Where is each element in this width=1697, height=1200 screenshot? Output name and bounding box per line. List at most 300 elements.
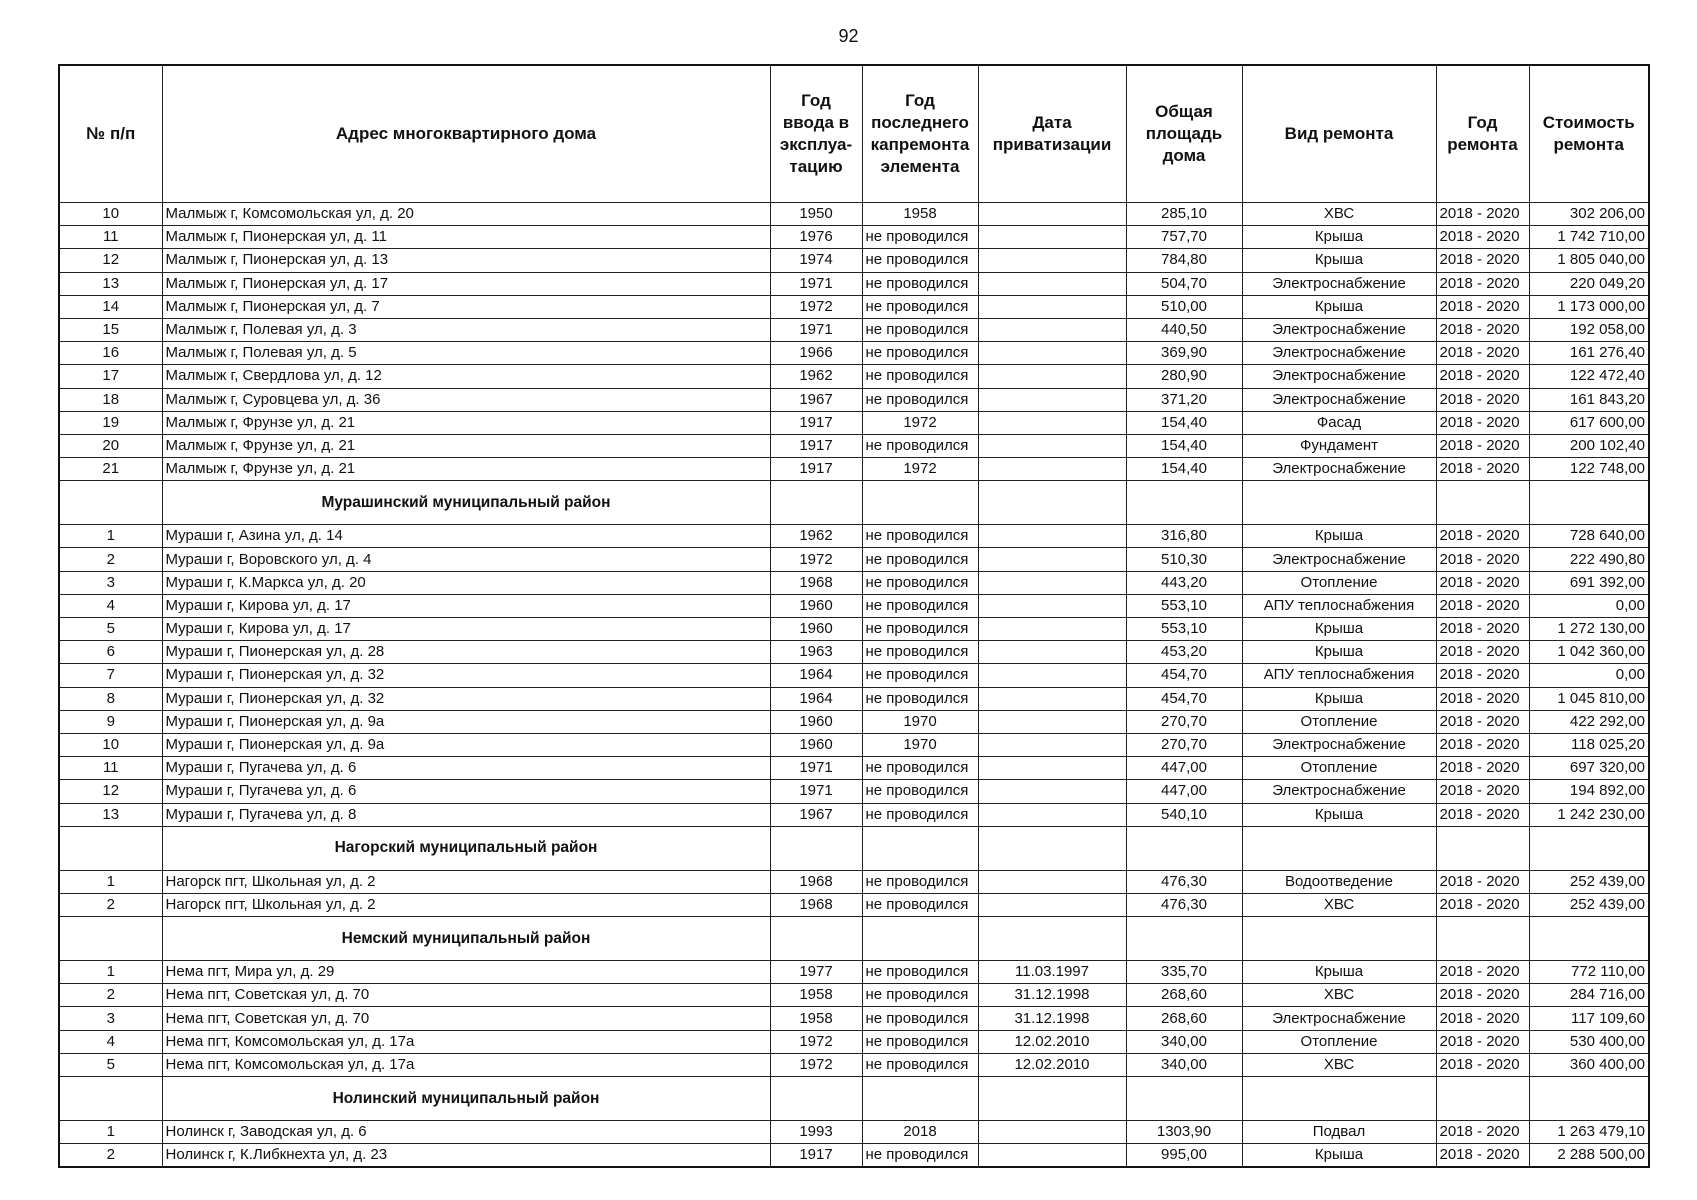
cell-num: 11 bbox=[59, 757, 162, 780]
cell-repair-type: Водоотведение bbox=[1242, 870, 1436, 893]
cell-address: Нагорск пгт, Школьная ул, д. 2 bbox=[162, 893, 770, 916]
empty-cell bbox=[862, 917, 978, 961]
cell-total-area: 540,10 bbox=[1126, 803, 1242, 826]
empty-cell bbox=[1242, 826, 1436, 870]
cell-num: 7 bbox=[59, 664, 162, 687]
cell-total-area: 454,70 bbox=[1126, 687, 1242, 710]
cell-repair-type: Крыша bbox=[1242, 226, 1436, 249]
cell-repair-years: 2018 - 2020 bbox=[1436, 664, 1529, 687]
empty-cell bbox=[1436, 826, 1529, 870]
cell-last-capital-repair: не проводился bbox=[862, 1053, 978, 1076]
cell-address: Мураши г, Пионерская ул, д. 9а bbox=[162, 710, 770, 733]
cell-privatization-date bbox=[978, 249, 1126, 272]
table-row bbox=[59, 272, 1649, 295]
cell-privatization-date bbox=[978, 388, 1126, 411]
empty-cell bbox=[59, 826, 162, 870]
cell-total-area: 553,10 bbox=[1126, 618, 1242, 641]
empty-cell bbox=[770, 917, 862, 961]
cell-total-area: 280,90 bbox=[1126, 365, 1242, 388]
cell-total-area: 476,30 bbox=[1126, 870, 1242, 893]
cell-repair-type: Электроснабжение bbox=[1242, 780, 1436, 803]
header-repair-cost: Стоимость ремонта bbox=[1529, 65, 1649, 203]
cell-last-capital-repair: не проводился bbox=[862, 893, 978, 916]
cell-address: Мураши г, Кирова ул, д. 17 bbox=[162, 618, 770, 641]
cell-year-commissioned: 1917 bbox=[770, 1144, 862, 1168]
cell-address: Нема пгт, Советская ул, д. 70 bbox=[162, 1007, 770, 1030]
cell-address: Малмыж г, Пионерская ул, д. 17 bbox=[162, 272, 770, 295]
cell-num: 2 bbox=[59, 984, 162, 1007]
cell-repair-cost: 530 400,00 bbox=[1529, 1030, 1649, 1053]
cell-repair-cost: 194 892,00 bbox=[1529, 780, 1649, 803]
cell-repair-years: 2018 - 2020 bbox=[1436, 757, 1529, 780]
cell-last-capital-repair: не проводился bbox=[862, 803, 978, 826]
cell-repair-cost: 691 392,00 bbox=[1529, 571, 1649, 594]
district-header-row bbox=[59, 481, 1649, 525]
cell-year-commissioned: 1967 bbox=[770, 803, 862, 826]
cell-total-area: 440,50 bbox=[1126, 318, 1242, 341]
cell-num: 12 bbox=[59, 249, 162, 272]
empty-cell bbox=[978, 826, 1126, 870]
district-name: Нагорский муниципальный район bbox=[162, 826, 770, 870]
cell-num: 1 bbox=[59, 525, 162, 548]
cell-repair-years: 2018 - 2020 bbox=[1436, 687, 1529, 710]
cell-privatization-date bbox=[978, 571, 1126, 594]
cell-year-commissioned: 1950 bbox=[770, 203, 862, 226]
cell-address: Нема пгт, Комсомольская ул, д. 17а bbox=[162, 1053, 770, 1076]
empty-cell bbox=[1242, 1077, 1436, 1121]
cell-last-capital-repair: не проводился bbox=[862, 1007, 978, 1030]
cell-repair-type: Отопление bbox=[1242, 757, 1436, 780]
table-row bbox=[59, 733, 1649, 756]
cell-privatization-date: 12.02.2010 bbox=[978, 1053, 1126, 1076]
cell-num: 4 bbox=[59, 1030, 162, 1053]
cell-address: Мураши г, К.Маркса ул, д. 20 bbox=[162, 571, 770, 594]
cell-num: 5 bbox=[59, 1053, 162, 1076]
cell-repair-type: Электроснабжение bbox=[1242, 388, 1436, 411]
cell-repair-type: Электроснабжение bbox=[1242, 1007, 1436, 1030]
cell-num: 14 bbox=[59, 295, 162, 318]
cell-repair-years: 2018 - 2020 bbox=[1436, 272, 1529, 295]
table-row bbox=[59, 893, 1649, 916]
cell-repair-years: 2018 - 2020 bbox=[1436, 641, 1529, 664]
cell-year-commissioned: 1958 bbox=[770, 1007, 862, 1030]
cell-address: Нема пгт, Мира ул, д. 29 bbox=[162, 961, 770, 984]
cell-last-capital-repair: не проводился bbox=[862, 434, 978, 457]
cell-last-capital-repair: не проводился bbox=[862, 984, 978, 1007]
empty-cell bbox=[770, 1077, 862, 1121]
cell-repair-years: 2018 - 2020 bbox=[1436, 571, 1529, 594]
cell-total-area: 371,20 bbox=[1126, 388, 1242, 411]
cell-address: Мураши г, Пионерская ул, д. 32 bbox=[162, 664, 770, 687]
cell-repair-cost: 728 640,00 bbox=[1529, 525, 1649, 548]
cell-privatization-date bbox=[978, 780, 1126, 803]
cell-repair-type: Крыша bbox=[1242, 249, 1436, 272]
cell-repair-years: 2018 - 2020 bbox=[1436, 365, 1529, 388]
cell-repair-type: Фундамент bbox=[1242, 434, 1436, 457]
cell-privatization-date bbox=[978, 1121, 1126, 1144]
header-total-area: Общая площадь дома bbox=[1126, 65, 1242, 203]
empty-cell bbox=[1126, 826, 1242, 870]
cell-total-area: 340,00 bbox=[1126, 1053, 1242, 1076]
cell-total-area: 154,40 bbox=[1126, 434, 1242, 457]
cell-num: 3 bbox=[59, 1007, 162, 1030]
cell-repair-cost: 697 320,00 bbox=[1529, 757, 1649, 780]
cell-num: 15 bbox=[59, 318, 162, 341]
empty-cell bbox=[978, 481, 1126, 525]
empty-cell bbox=[59, 1077, 162, 1121]
cell-address: Мураши г, Пугачева ул, д. 6 bbox=[162, 780, 770, 803]
cell-address: Малмыж г, Полевая ул, д. 3 bbox=[162, 318, 770, 341]
header-row bbox=[59, 65, 1649, 203]
cell-num: 17 bbox=[59, 365, 162, 388]
cell-repair-years: 2018 - 2020 bbox=[1436, 618, 1529, 641]
cell-last-capital-repair: не проводился bbox=[862, 664, 978, 687]
cell-repair-years: 2018 - 2020 bbox=[1436, 203, 1529, 226]
table-row bbox=[59, 1121, 1649, 1144]
table-body bbox=[59, 203, 1649, 1168]
cell-year-commissioned: 1960 bbox=[770, 618, 862, 641]
cell-last-capital-repair: не проводился bbox=[862, 641, 978, 664]
cell-last-capital-repair: 1970 bbox=[862, 733, 978, 756]
cell-total-area: 504,70 bbox=[1126, 272, 1242, 295]
cell-num: 2 bbox=[59, 893, 162, 916]
cell-num: 8 bbox=[59, 687, 162, 710]
cell-last-capital-repair: 1970 bbox=[862, 710, 978, 733]
header-privatization-date: Дата приватизации bbox=[978, 65, 1126, 203]
cell-privatization-date bbox=[978, 272, 1126, 295]
cell-year-commissioned: 1917 bbox=[770, 458, 862, 481]
cell-repair-type: ХВС bbox=[1242, 203, 1436, 226]
cell-total-area: 316,80 bbox=[1126, 525, 1242, 548]
cell-total-area: 443,20 bbox=[1126, 571, 1242, 594]
cell-address: Мураши г, Пугачева ул, д. 8 bbox=[162, 803, 770, 826]
cell-repair-type: Электроснабжение bbox=[1242, 365, 1436, 388]
cell-last-capital-repair: не проводился bbox=[862, 388, 978, 411]
table-row bbox=[59, 618, 1649, 641]
cell-repair-years: 2018 - 2020 bbox=[1436, 525, 1529, 548]
cell-repair-cost: 1 242 230,00 bbox=[1529, 803, 1649, 826]
cell-repair-cost: 422 292,00 bbox=[1529, 710, 1649, 733]
table-row bbox=[59, 803, 1649, 826]
cell-year-commissioned: 1993 bbox=[770, 1121, 862, 1144]
cell-repair-years: 2018 - 2020 bbox=[1436, 249, 1529, 272]
cell-year-commissioned: 1971 bbox=[770, 272, 862, 295]
cell-year-commissioned: 1960 bbox=[770, 733, 862, 756]
cell-year-commissioned: 1974 bbox=[770, 249, 862, 272]
cell-privatization-date bbox=[978, 1144, 1126, 1168]
cell-address: Малмыж г, Полевая ул, д. 5 bbox=[162, 342, 770, 365]
cell-total-area: 369,90 bbox=[1126, 342, 1242, 365]
header-address: Адрес многоквартирного дома bbox=[162, 65, 770, 203]
cell-privatization-date bbox=[978, 318, 1126, 341]
table-row bbox=[59, 388, 1649, 411]
cell-year-commissioned: 1968 bbox=[770, 571, 862, 594]
table-row bbox=[59, 687, 1649, 710]
cell-num: 21 bbox=[59, 458, 162, 481]
cell-privatization-date bbox=[978, 203, 1126, 226]
cell-num: 2 bbox=[59, 1144, 162, 1168]
cell-address: Малмыж г, Пионерская ул, д. 7 bbox=[162, 295, 770, 318]
empty-cell bbox=[862, 1077, 978, 1121]
cell-last-capital-repair: не проводился bbox=[862, 1030, 978, 1053]
cell-repair-type: АПУ теплоснабжения bbox=[1242, 664, 1436, 687]
table-row bbox=[59, 548, 1649, 571]
cell-repair-cost: 772 110,00 bbox=[1529, 961, 1649, 984]
cell-address: Мураши г, Пионерская ул, д. 9а bbox=[162, 733, 770, 756]
table-row bbox=[59, 961, 1649, 984]
cell-repair-cost: 161 843,20 bbox=[1529, 388, 1649, 411]
cell-total-area: 447,00 bbox=[1126, 780, 1242, 803]
cell-repair-type: АПУ теплоснабжения bbox=[1242, 594, 1436, 617]
table-row bbox=[59, 318, 1649, 341]
cell-repair-years: 2018 - 2020 bbox=[1436, 458, 1529, 481]
cell-total-area: 270,70 bbox=[1126, 733, 1242, 756]
cell-address: Нолинск г, Заводская ул, д. 6 bbox=[162, 1121, 770, 1144]
cell-repair-years: 2018 - 2020 bbox=[1436, 594, 1529, 617]
cell-repair-cost: 1 272 130,00 bbox=[1529, 618, 1649, 641]
cell-num: 18 bbox=[59, 388, 162, 411]
cell-last-capital-repair: 1972 bbox=[862, 458, 978, 481]
empty-cell bbox=[1126, 917, 1242, 961]
cell-year-commissioned: 1968 bbox=[770, 870, 862, 893]
cell-address: Мураши г, Пионерская ул, д. 28 bbox=[162, 641, 770, 664]
table-row bbox=[59, 641, 1649, 664]
cell-last-capital-repair: не проводился bbox=[862, 870, 978, 893]
empty-cell bbox=[1242, 917, 1436, 961]
cell-total-area: 454,70 bbox=[1126, 664, 1242, 687]
cell-repair-years: 2018 - 2020 bbox=[1436, 548, 1529, 571]
header-num: № п/п bbox=[59, 65, 162, 203]
district-name: Мурашинский муниципальный район bbox=[162, 481, 770, 525]
cell-repair-type: Электроснабжение bbox=[1242, 272, 1436, 295]
table-row bbox=[59, 295, 1649, 318]
cell-last-capital-repair: не проводился bbox=[862, 272, 978, 295]
cell-repair-years: 2018 - 2020 bbox=[1436, 1144, 1529, 1168]
cell-year-commissioned: 1962 bbox=[770, 525, 862, 548]
cell-address: Малмыж г, Фрунзе ул, д. 21 bbox=[162, 411, 770, 434]
empty-cell bbox=[978, 1077, 1126, 1121]
cell-repair-cost: 302 206,00 bbox=[1529, 203, 1649, 226]
cell-repair-years: 2018 - 2020 bbox=[1436, 388, 1529, 411]
cell-privatization-date bbox=[978, 365, 1126, 388]
cell-last-capital-repair: не проводился bbox=[862, 318, 978, 341]
cell-num: 3 bbox=[59, 571, 162, 594]
cell-year-commissioned: 1971 bbox=[770, 757, 862, 780]
cell-repair-type: Отопление bbox=[1242, 710, 1436, 733]
cell-repair-cost: 252 439,00 bbox=[1529, 893, 1649, 916]
district-name: Немский муниципальный район bbox=[162, 917, 770, 961]
table-row bbox=[59, 411, 1649, 434]
cell-privatization-date bbox=[978, 733, 1126, 756]
cell-total-area: 447,00 bbox=[1126, 757, 1242, 780]
empty-cell bbox=[1436, 481, 1529, 525]
cell-year-commissioned: 1972 bbox=[770, 548, 862, 571]
cell-num: 2 bbox=[59, 548, 162, 571]
empty-cell bbox=[59, 481, 162, 525]
cell-privatization-date: 31.12.1998 bbox=[978, 984, 1126, 1007]
cell-repair-type: Электроснабжение bbox=[1242, 733, 1436, 756]
empty-cell bbox=[1529, 917, 1649, 961]
cell-address: Малмыж г, Фрунзе ул, д. 21 bbox=[162, 434, 770, 457]
cell-repair-years: 2018 - 2020 bbox=[1436, 1121, 1529, 1144]
cell-privatization-date bbox=[978, 618, 1126, 641]
cell-repair-cost: 1 042 360,00 bbox=[1529, 641, 1649, 664]
cell-repair-type: Крыша bbox=[1242, 641, 1436, 664]
cell-repair-type: Крыша bbox=[1242, 687, 1436, 710]
cell-last-capital-repair: не проводился bbox=[862, 687, 978, 710]
cell-total-area: 268,60 bbox=[1126, 1007, 1242, 1030]
cell-repair-years: 2018 - 2020 bbox=[1436, 295, 1529, 318]
table-row bbox=[59, 249, 1649, 272]
table-row bbox=[59, 1030, 1649, 1053]
cell-privatization-date bbox=[978, 893, 1126, 916]
cell-address: Мураши г, Пугачева ул, д. 6 bbox=[162, 757, 770, 780]
cell-total-area: 510,30 bbox=[1126, 548, 1242, 571]
table-row bbox=[59, 870, 1649, 893]
header-repair-type: Вид ремонта bbox=[1242, 65, 1436, 203]
table-row bbox=[59, 203, 1649, 226]
district-header-row bbox=[59, 1077, 1649, 1121]
cell-last-capital-repair: не проводился bbox=[862, 571, 978, 594]
cell-last-capital-repair: не проводился bbox=[862, 757, 978, 780]
district-header-row bbox=[59, 826, 1649, 870]
empty-cell bbox=[978, 917, 1126, 961]
cell-privatization-date bbox=[978, 687, 1126, 710]
cell-total-area: 154,40 bbox=[1126, 458, 1242, 481]
cell-repair-years: 2018 - 2020 bbox=[1436, 780, 1529, 803]
cell-repair-type: Электроснабжение bbox=[1242, 342, 1436, 365]
cell-repair-type: Отопление bbox=[1242, 571, 1436, 594]
cell-year-commissioned: 1972 bbox=[770, 1053, 862, 1076]
cell-total-area: 340,00 bbox=[1126, 1030, 1242, 1053]
cell-repair-cost: 192 058,00 bbox=[1529, 318, 1649, 341]
cell-repair-years: 2018 - 2020 bbox=[1436, 710, 1529, 733]
table-row bbox=[59, 226, 1649, 249]
cell-repair-type: ХВС bbox=[1242, 893, 1436, 916]
empty-cell bbox=[1529, 1077, 1649, 1121]
cell-num: 16 bbox=[59, 342, 162, 365]
cell-last-capital-repair: не проводился bbox=[862, 525, 978, 548]
cell-address: Малмыж г, Комсомольская ул, д. 20 bbox=[162, 203, 770, 226]
cell-repair-years: 2018 - 2020 bbox=[1436, 1007, 1529, 1030]
cell-year-commissioned: 1966 bbox=[770, 342, 862, 365]
cell-address: Малмыж г, Суровцева ул, д. 36 bbox=[162, 388, 770, 411]
cell-address: Нема пгт, Комсомольская ул, д. 17а bbox=[162, 1030, 770, 1053]
cell-num: 1 bbox=[59, 961, 162, 984]
cell-total-area: 553,10 bbox=[1126, 594, 1242, 617]
table-row bbox=[59, 365, 1649, 388]
cell-num: 9 bbox=[59, 710, 162, 733]
cell-repair-cost: 1 263 479,10 bbox=[1529, 1121, 1649, 1144]
table-row bbox=[59, 342, 1649, 365]
cell-num: 19 bbox=[59, 411, 162, 434]
cell-repair-cost: 222 490,80 bbox=[1529, 548, 1649, 571]
table-row bbox=[59, 757, 1649, 780]
cell-repair-cost: 220 049,20 bbox=[1529, 272, 1649, 295]
cell-repair-cost: 122 472,40 bbox=[1529, 365, 1649, 388]
empty-cell bbox=[770, 826, 862, 870]
cell-repair-years: 2018 - 2020 bbox=[1436, 318, 1529, 341]
cell-year-commissioned: 1963 bbox=[770, 641, 862, 664]
cell-repair-years: 2018 - 2020 bbox=[1436, 893, 1529, 916]
cell-privatization-date: 11.03.1997 bbox=[978, 961, 1126, 984]
cell-num: 6 bbox=[59, 641, 162, 664]
cell-repair-years: 2018 - 2020 bbox=[1436, 411, 1529, 434]
cell-year-commissioned: 1977 bbox=[770, 961, 862, 984]
cell-address: Мураши г, Кирова ул, д. 17 bbox=[162, 594, 770, 617]
table-row bbox=[59, 710, 1649, 733]
cell-total-area: 453,20 bbox=[1126, 641, 1242, 664]
table-row bbox=[59, 1144, 1649, 1168]
cell-year-commissioned: 1964 bbox=[770, 664, 862, 687]
empty-cell bbox=[862, 481, 978, 525]
cell-repair-cost: 0,00 bbox=[1529, 594, 1649, 617]
empty-cell bbox=[1436, 917, 1529, 961]
cell-year-commissioned: 1976 bbox=[770, 226, 862, 249]
cell-last-capital-repair: не проводился bbox=[862, 780, 978, 803]
cell-repair-years: 2018 - 2020 bbox=[1436, 1053, 1529, 1076]
cell-last-capital-repair: не проводился bbox=[862, 226, 978, 249]
cell-repair-cost: 0,00 bbox=[1529, 664, 1649, 687]
cell-privatization-date bbox=[978, 411, 1126, 434]
cell-repair-type: Крыша bbox=[1242, 295, 1436, 318]
cell-repair-cost: 617 600,00 bbox=[1529, 411, 1649, 434]
cell-privatization-date bbox=[978, 295, 1126, 318]
cell-year-commissioned: 1960 bbox=[770, 594, 862, 617]
cell-last-capital-repair: 1958 bbox=[862, 203, 978, 226]
cell-num: 1 bbox=[59, 1121, 162, 1144]
district-name: Нолинский муниципальный район bbox=[162, 1077, 770, 1121]
cell-privatization-date: 12.02.2010 bbox=[978, 1030, 1126, 1053]
cell-num: 11 bbox=[59, 226, 162, 249]
cell-privatization-date bbox=[978, 710, 1126, 733]
cell-year-commissioned: 1971 bbox=[770, 780, 862, 803]
cell-year-commissioned: 1962 bbox=[770, 365, 862, 388]
cell-address: Нолинск г, К.Либкнехта ул, д. 23 bbox=[162, 1144, 770, 1168]
cell-total-area: 1303,90 bbox=[1126, 1121, 1242, 1144]
cell-last-capital-repair: не проводился bbox=[862, 961, 978, 984]
empty-cell bbox=[1126, 1077, 1242, 1121]
cell-total-area: 757,70 bbox=[1126, 226, 1242, 249]
cell-repair-type: Электроснабжение bbox=[1242, 318, 1436, 341]
cell-repair-years: 2018 - 2020 bbox=[1436, 733, 1529, 756]
table-row bbox=[59, 458, 1649, 481]
cell-num: 10 bbox=[59, 733, 162, 756]
cell-num: 5 bbox=[59, 618, 162, 641]
capital-repair-table bbox=[58, 64, 1650, 1168]
table-row bbox=[59, 984, 1649, 1007]
header-last-capital-repair: Год последнего капремонта элемента bbox=[862, 65, 978, 203]
cell-repair-cost: 122 748,00 bbox=[1529, 458, 1649, 481]
cell-year-commissioned: 1958 bbox=[770, 984, 862, 1007]
cell-repair-type: Подвал bbox=[1242, 1121, 1436, 1144]
empty-cell bbox=[1126, 481, 1242, 525]
cell-last-capital-repair: не проводился bbox=[862, 618, 978, 641]
cell-repair-type: Электроснабжение bbox=[1242, 458, 1436, 481]
cell-repair-years: 2018 - 2020 bbox=[1436, 803, 1529, 826]
cell-repair-type: Крыша bbox=[1242, 618, 1436, 641]
cell-privatization-date bbox=[978, 803, 1126, 826]
cell-repair-years: 2018 - 2020 bbox=[1436, 434, 1529, 457]
table-row bbox=[59, 1053, 1649, 1076]
cell-num: 10 bbox=[59, 203, 162, 226]
cell-repair-cost: 360 400,00 bbox=[1529, 1053, 1649, 1076]
cell-num: 13 bbox=[59, 272, 162, 295]
empty-cell bbox=[1242, 481, 1436, 525]
cell-year-commissioned: 1971 bbox=[770, 318, 862, 341]
header-repair-years: Год ремонта bbox=[1436, 65, 1529, 203]
cell-year-commissioned: 1972 bbox=[770, 1030, 862, 1053]
